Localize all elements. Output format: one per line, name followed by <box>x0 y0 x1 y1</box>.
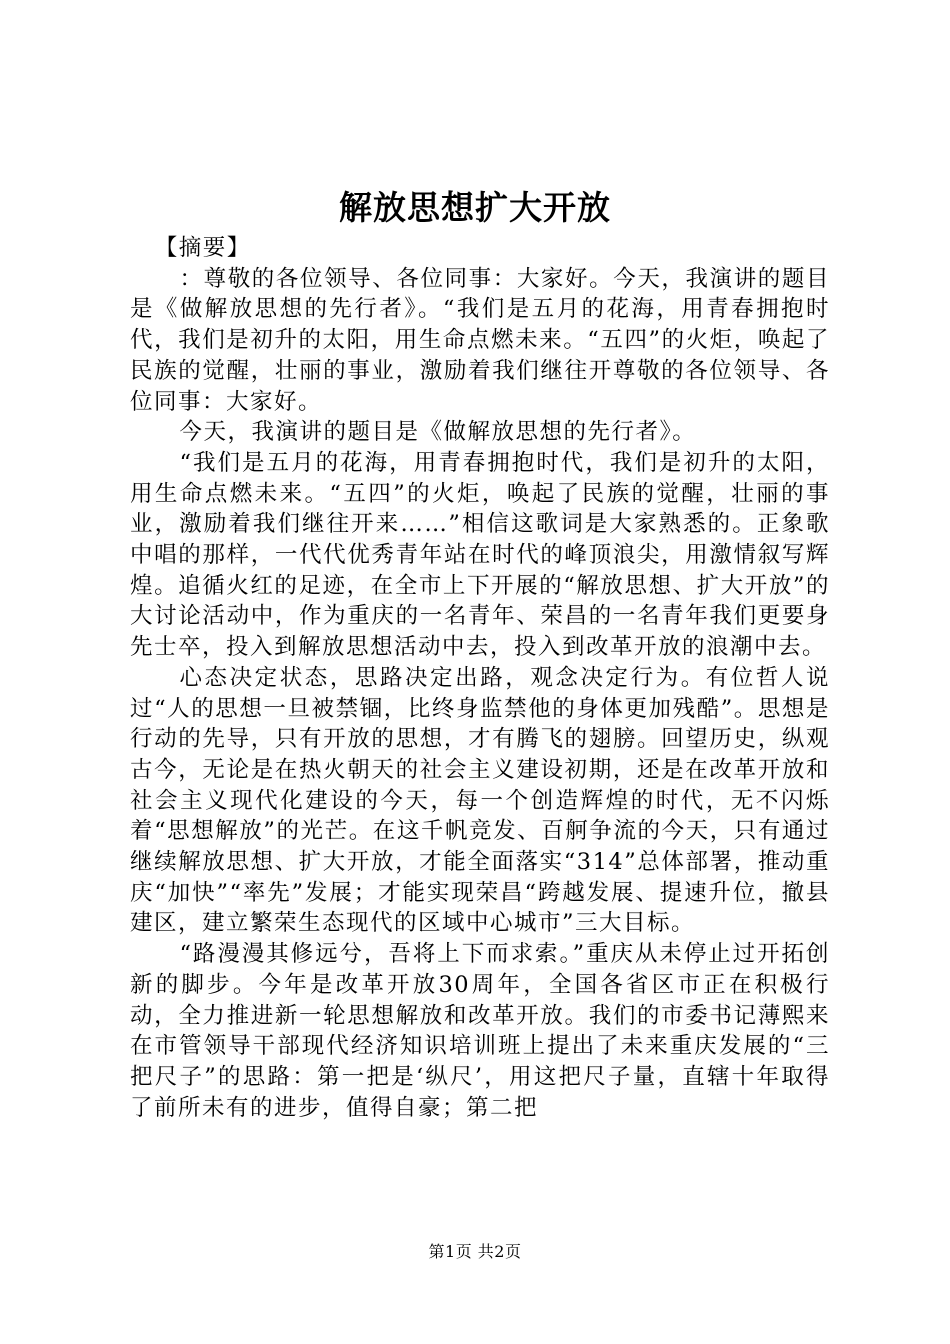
document-body <box>130 233 830 1123</box>
paragraph-2: 今天，我演讲的题目是《做解放思想的先行者》。 <box>179 419 697 446</box>
paragraph-4: 心态决定状态，思路决定出路，观念决定行为。有位哲人说过“人的思想一旦被禁锢，比终身监禁他的身体更加残酷”。思想是行动的先导，只有开放的思想，才有腾飞的翅膀。回望历史，纵观古今，无论是在热火朝天的社会主义建设初期，还是在改革开放和社会主义现代化建设的今天，每一个创造辉煌的时代，无不闪烁着“思想解放”的光芒。在这千帆竞发、百舸争流的今天，只有通过继续解放思想、扩大开放，才能全面落实“314”总体部署，推动重庆“加快”“率先”发展；才能实现荣昌“跨越发展、提速升位，撤县建区，建立繁荣生态现代的区域中心城市”三大目标。 <box>130 664 830 937</box>
summary-label: 【摘要】 <box>154 235 251 261</box>
paragraph-5: “路漫漫其修远兮，吾将上下而求索。”重庆从未停止过开拓创新的脚步。今年是改革开放30周年，全国各省区市正在积极行动，全力推进新一轮思想解放和改革开放。我们的市委书记薄熙来在市管领导干部现代经济知识培训班上提出了未来重庆发展的“三把尺子”的思路：第一把是‘纵尺’，用这把尺子量，直辖十年取得了前所未有的进步，值得自豪；第二把 <box>130 941 830 1121</box>
paragraph-1: ：尊敬的各位领导、各位同事：大家好。今天，我演讲的题目是《做解放思想的先行者》。“我们是五月的花海，用青春拥抱时代，我们是初升的太阳，用生命点燃未来。“五四”的火炬，唤起了民族的觉醒，壮丽的事业，激励着我们继往开尊敬的各位领导、各位同事：大家好。 <box>130 265 830 415</box>
page-footer: 第1页 共2页 <box>428 1242 522 1261</box>
paragraph-3: “我们是五月的花海，用青春拥抱时代，我们是初升的太阳，用生命点燃未来。“五四”的火炬，唤起了民族的觉醒，壮丽的事业，激励着我们继往开来……”相信这歌词是大家熟悉的。正象歌中唱的那样，一代代优秀青年站在时代的峰顶浪尖，用激情叙写辉煌。追循火红的足迹，在全市上下开展的“解放思想、扩大开放”的大讨论活动中，作为重庆的一名青年、荣昌的一名青年我们更要身先士卒，投入到解放思想活动中去，投入到改革开放的浪潮中去。 <box>130 449 830 661</box>
document-title: 解放思想扩大开放 <box>339 188 611 227</box>
